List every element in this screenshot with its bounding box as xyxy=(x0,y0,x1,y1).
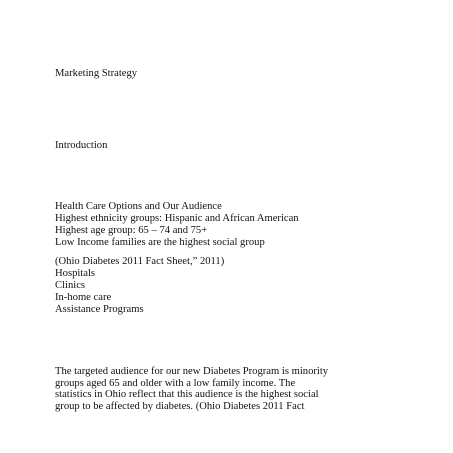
audience-line: Low Income families are the highest social group xyxy=(55,237,265,248)
paragraph-line: statistics in Ohio reflect that this audience is the highest social xyxy=(55,389,319,400)
option-line: Clinics xyxy=(55,280,86,291)
introduction-heading: Introduction xyxy=(55,140,108,151)
paragraph-line: group to be affected by diabetes. (Ohio Diabetes 2011 Fact xyxy=(55,400,305,412)
option-line: Assistance Programs xyxy=(55,304,144,315)
option-line: Hospitals xyxy=(55,268,96,279)
paragraph-line: groups aged 65 and older with a low family income. The xyxy=(55,377,296,389)
document-title: Marketing Strategy xyxy=(55,68,138,79)
audience-line: Highest age group: 65 – 74 and 75+ xyxy=(55,225,208,236)
audience-line: Highest ethnicity groups: Hispanic and African American xyxy=(55,213,299,224)
citation-line: (Ohio Diabetes 2011 Fact Sheet,” 2011) xyxy=(55,256,225,267)
body-paragraph xyxy=(55,366,405,412)
audience-line: Health Care Options and Our Audience xyxy=(55,201,222,212)
option-line: In-home care xyxy=(55,292,112,303)
paragraph-line: The targeted audience for our new Diabetes Program is minority xyxy=(55,366,329,377)
